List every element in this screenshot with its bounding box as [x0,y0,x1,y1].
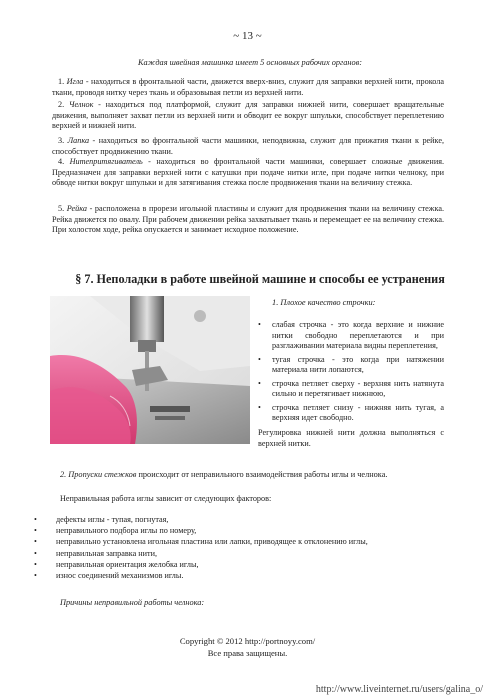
quality-list [258,320,444,427]
organ-number: 3. [58,136,65,145]
list-item: • неправильная ориентация желобка иглы, [34,559,199,569]
organ-number: 5. [58,204,65,213]
organ-text: - находиться в фронтальной части, движется вверх-вниз, служит для заправки верхней нити, прокола ткани, проводя нитку через ткань и образовывая петли из верхней нити. [52,77,445,97]
list-item: • неправильного подбора иглы по номеру, [34,526,197,536]
list-item: • неправильно установлена игольная пластина или лапки, приводящее к отклонению иглы, [34,537,368,547]
list-item: • тугая строчка - это когда при натяжении материала нити лопаются, [258,354,444,374]
organ-number: 1. [58,77,65,86]
list-item: • строчка петляет сверху - верхняя нить натянута сильно и перетягивает нижнюю, [258,378,444,398]
bullet-icon: • [34,571,37,581]
bullet-icon: • [34,526,37,536]
organ-term: Лапка [67,136,90,145]
bullet-icon: • [258,378,261,388]
organ-term: Челнок [68,100,94,109]
list-item: • строчка петляет снизу - нижняя нить тугая, а верхняя идет свободно. [258,402,444,422]
organ-item-4 [52,157,444,189]
organ-number: 4. [58,157,65,166]
factors-list [34,514,368,581]
section-title: § 7. Неполадки в работе швейной машине и способы ее устранения [75,272,445,286]
bullet-icon: • [34,537,37,547]
bullet-icon: • [258,402,261,412]
copyright-footer [0,636,495,659]
bullet-icon: • [258,354,261,364]
bullet-icon: • [34,548,37,558]
causes-heading: Причины неправильной работы челнока: [60,598,205,607]
list-item: • дефекты иглы - тупая, погнутая, [34,515,169,524]
organ-item-1 [52,77,444,98]
skip-stitches-paragraph [60,470,460,479]
organ-item-2 [52,100,444,132]
list-item: • слабая строчка - это когда верхние и нижние нитки свободно переплетаются и при разглаживании материала видны переплетения, [258,320,444,350]
organ-term: Рейка [66,204,87,213]
organ-term: Нитепритягиватель [69,157,143,166]
organ-term: Игла [66,77,84,86]
rights-line: Все права защищены. [207,647,288,658]
bullet-icon: • [258,320,261,329]
regulation-note: Регулировка нижней нити должна выполняться с верхней нитки. [258,428,444,448]
organ-text: - находиться под платформой, служит для заправки нижней нити, совершает вращательные движения, выполняет захват петли из верхней нити и обводит ее вокруг шпульки, способствует переплетению верхней и нижней нити. [52,100,445,131]
sewing-machine-photo [50,296,250,444]
watermark-link[interactable]: http://www.liveinternet.ru/users/galina_o/ [315,684,483,695]
bullet-icon: • [34,515,37,524]
organ-item-5 [52,204,444,236]
page-number: ~ 13 ~ [233,30,262,42]
organ-item-3 [52,136,444,157]
copyright-line: Copyright © 2012 http://portnoyy.com/ [179,636,316,646]
skip-term: 2. Пропуски стежков [60,470,137,479]
bullet-icon: • [34,559,37,569]
organ-number: 2. [58,100,65,109]
organ-text: - находиться во фронтальной части машинки, совершает сложные движения. Предназначен для заправки верхней нити с катушки при подаче нитки игле, при подаче нитки челноку, при обводе нитки вокруг шпульки и для затягивания стежка после продвижения ткани на величину стежка. [52,157,445,188]
organ-text: - находиться во фронтальной части машинки, неподвижна, служит для прижатия ткани к рейке, способствует продвижению ткани. [52,136,445,156]
list-item: • износ соединений механизмов иглы. [34,571,184,581]
factors-intro: Неправильная работа иглы зависит от следующих факторов: [60,494,272,503]
quality-heading: 1. Плохое качество строчки: [272,298,376,307]
list-item: • неправильная заправка нити, [34,548,158,558]
intro-heading: Каждая швейная машинка имеет 5 основных рабочих органов: [137,58,363,67]
organ-text: - расположена в прорези игольной пластины и служит для продвижения ткани на величину стежка. Рейка движется по овалу. При рабочем движении рейка захватывает ткань и перемещает ее на величину стежка. При холостом ходе, рейка опускается и занимает исходное положение. [52,204,444,235]
skip-text: происходит от неправильного взаимодействия работы иглы и челнока. [136,470,388,479]
